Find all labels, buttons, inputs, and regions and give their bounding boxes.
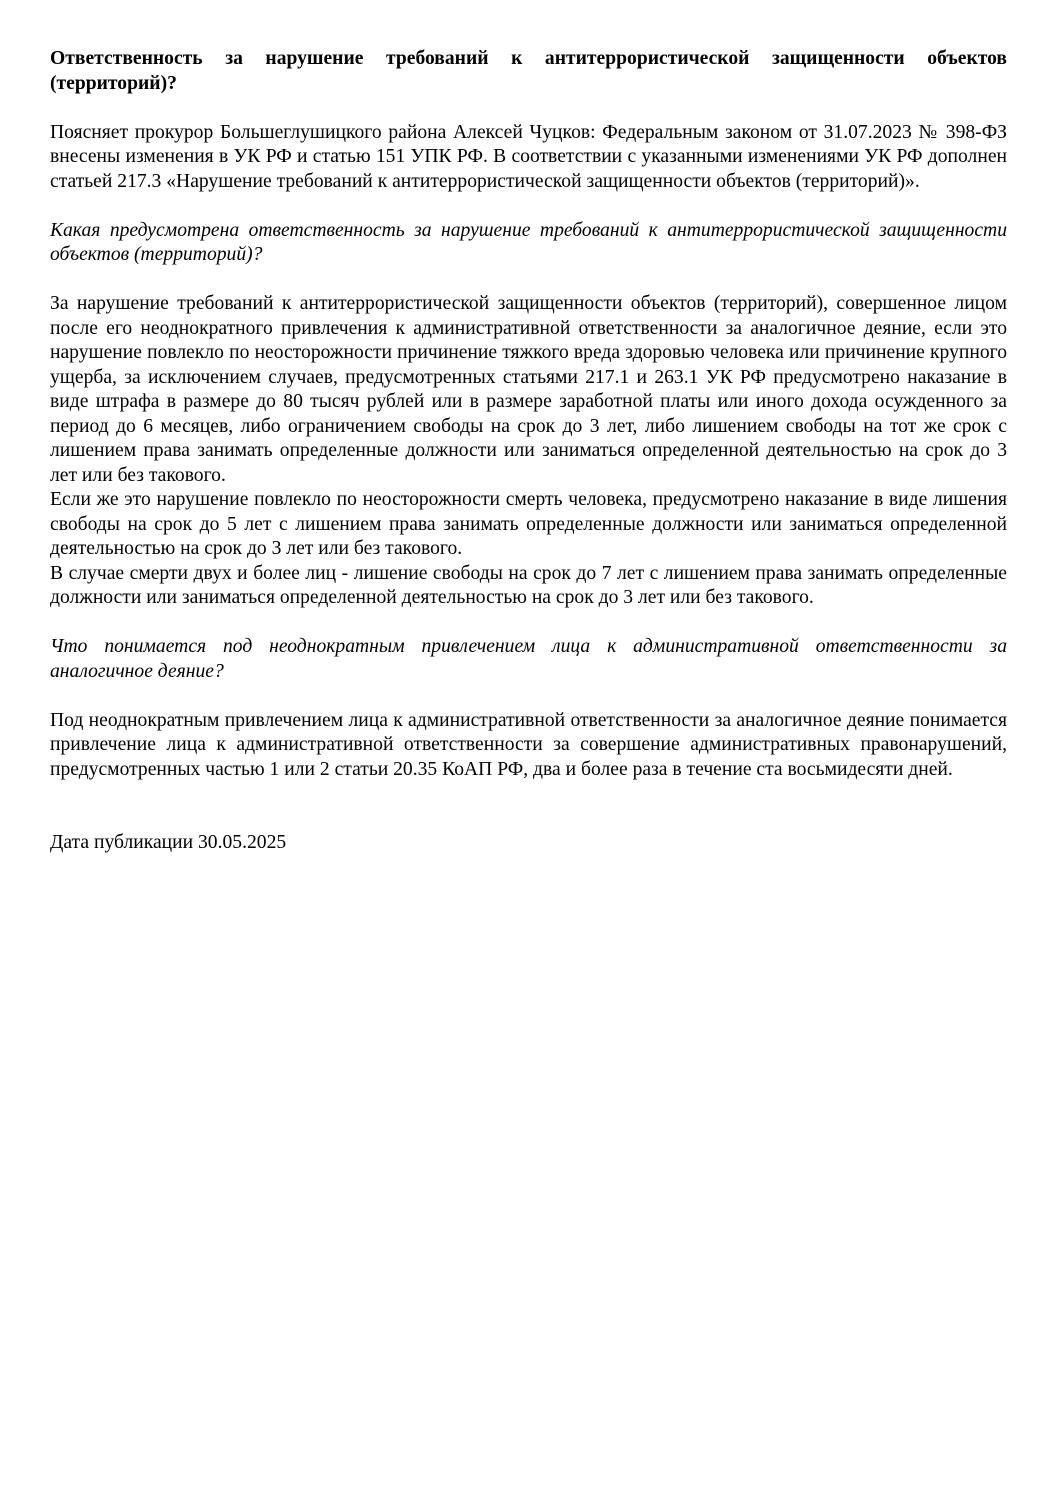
intro-paragraph: Поясняет прокурор Большеглушицкого района Алексей Чуцков: Федеральным законом от 31.07.2023 № 398-ФЗ внесены изменения в УК РФ и статью 151 УПК РФ. В соответствии с указанными изменениями УК РФ дополнен статьей 217.3 «Нарушение требований к антитеррористической защищенности объектов (территорий)».	[50, 121, 1007, 192]
publication-date: Дата публикации 30.05.2025	[50, 832, 287, 853]
answer-1-paragraph-3: В случае смерти двух и более лиц - лишение свободы на срок до 7 лет с лишением права занимать определенные должности или заниматься определенной деятельностью на срок до 3 лет или без такового.	[50, 562, 1007, 608]
question-2: Что понимается под неоднократным привлечением лица к административной ответственности за аналогичное деяние?	[50, 636, 1007, 682]
answer-1-paragraph-2: Если же это нарушение повлекло по неосторожности смерть человека, предусмотрено наказание в виде лишения свободы на срок до 5 лет с лишением права занимать определенные должности или заниматься определенной деятельностью на срок до 3 лет или без такового.	[50, 489, 1007, 559]
answer-1-paragraph-1: За нарушение требований к антитеррористической защищенности объектов (территорий), совершенное лицом после его неоднократного привлечения к административной ответственности за аналогичное деяние, если это нарушение повлекло по неосторожности причинение тяжкого вреда здоровью человека или причинение крупного ущерба, за исключением случаев, предусмотренных статьями 217.1 и 263.1 УК РФ предусмотрено наказание в виде штрафа в размере до 80 тысяч рублей или в размере заработной платы или иного дохода осужденного за период до 6 месяцев, либо ограничением свободы на срок до 3 лет, либо лишением свободы на тот же срок с лишением права занимать определенные должности или заниматься определенной деятельностью на срок до 3 лет или без такового.	[50, 293, 1007, 486]
answer-2-paragraph: Под неоднократным привлечением лица к административной ответственности за аналогичное деяние понимается привлечение лица к административной ответственности за совершение административных правонарушений, предусмотренных частью 1 или 2 статьи 20.35 КоАП РФ, два и более раза в течение ста восьмидесяти дней.	[50, 709, 1007, 780]
document-title: Ответственность за нарушение требований к антитеррористической защищенности объектов (территорий)?	[50, 48, 1007, 94]
question-1: Какая предусмотрена ответственность за нарушение требований к антитеррористической защищенности объектов (территорий)?	[50, 219, 1007, 265]
document-page	[50, 47, 1007, 856]
